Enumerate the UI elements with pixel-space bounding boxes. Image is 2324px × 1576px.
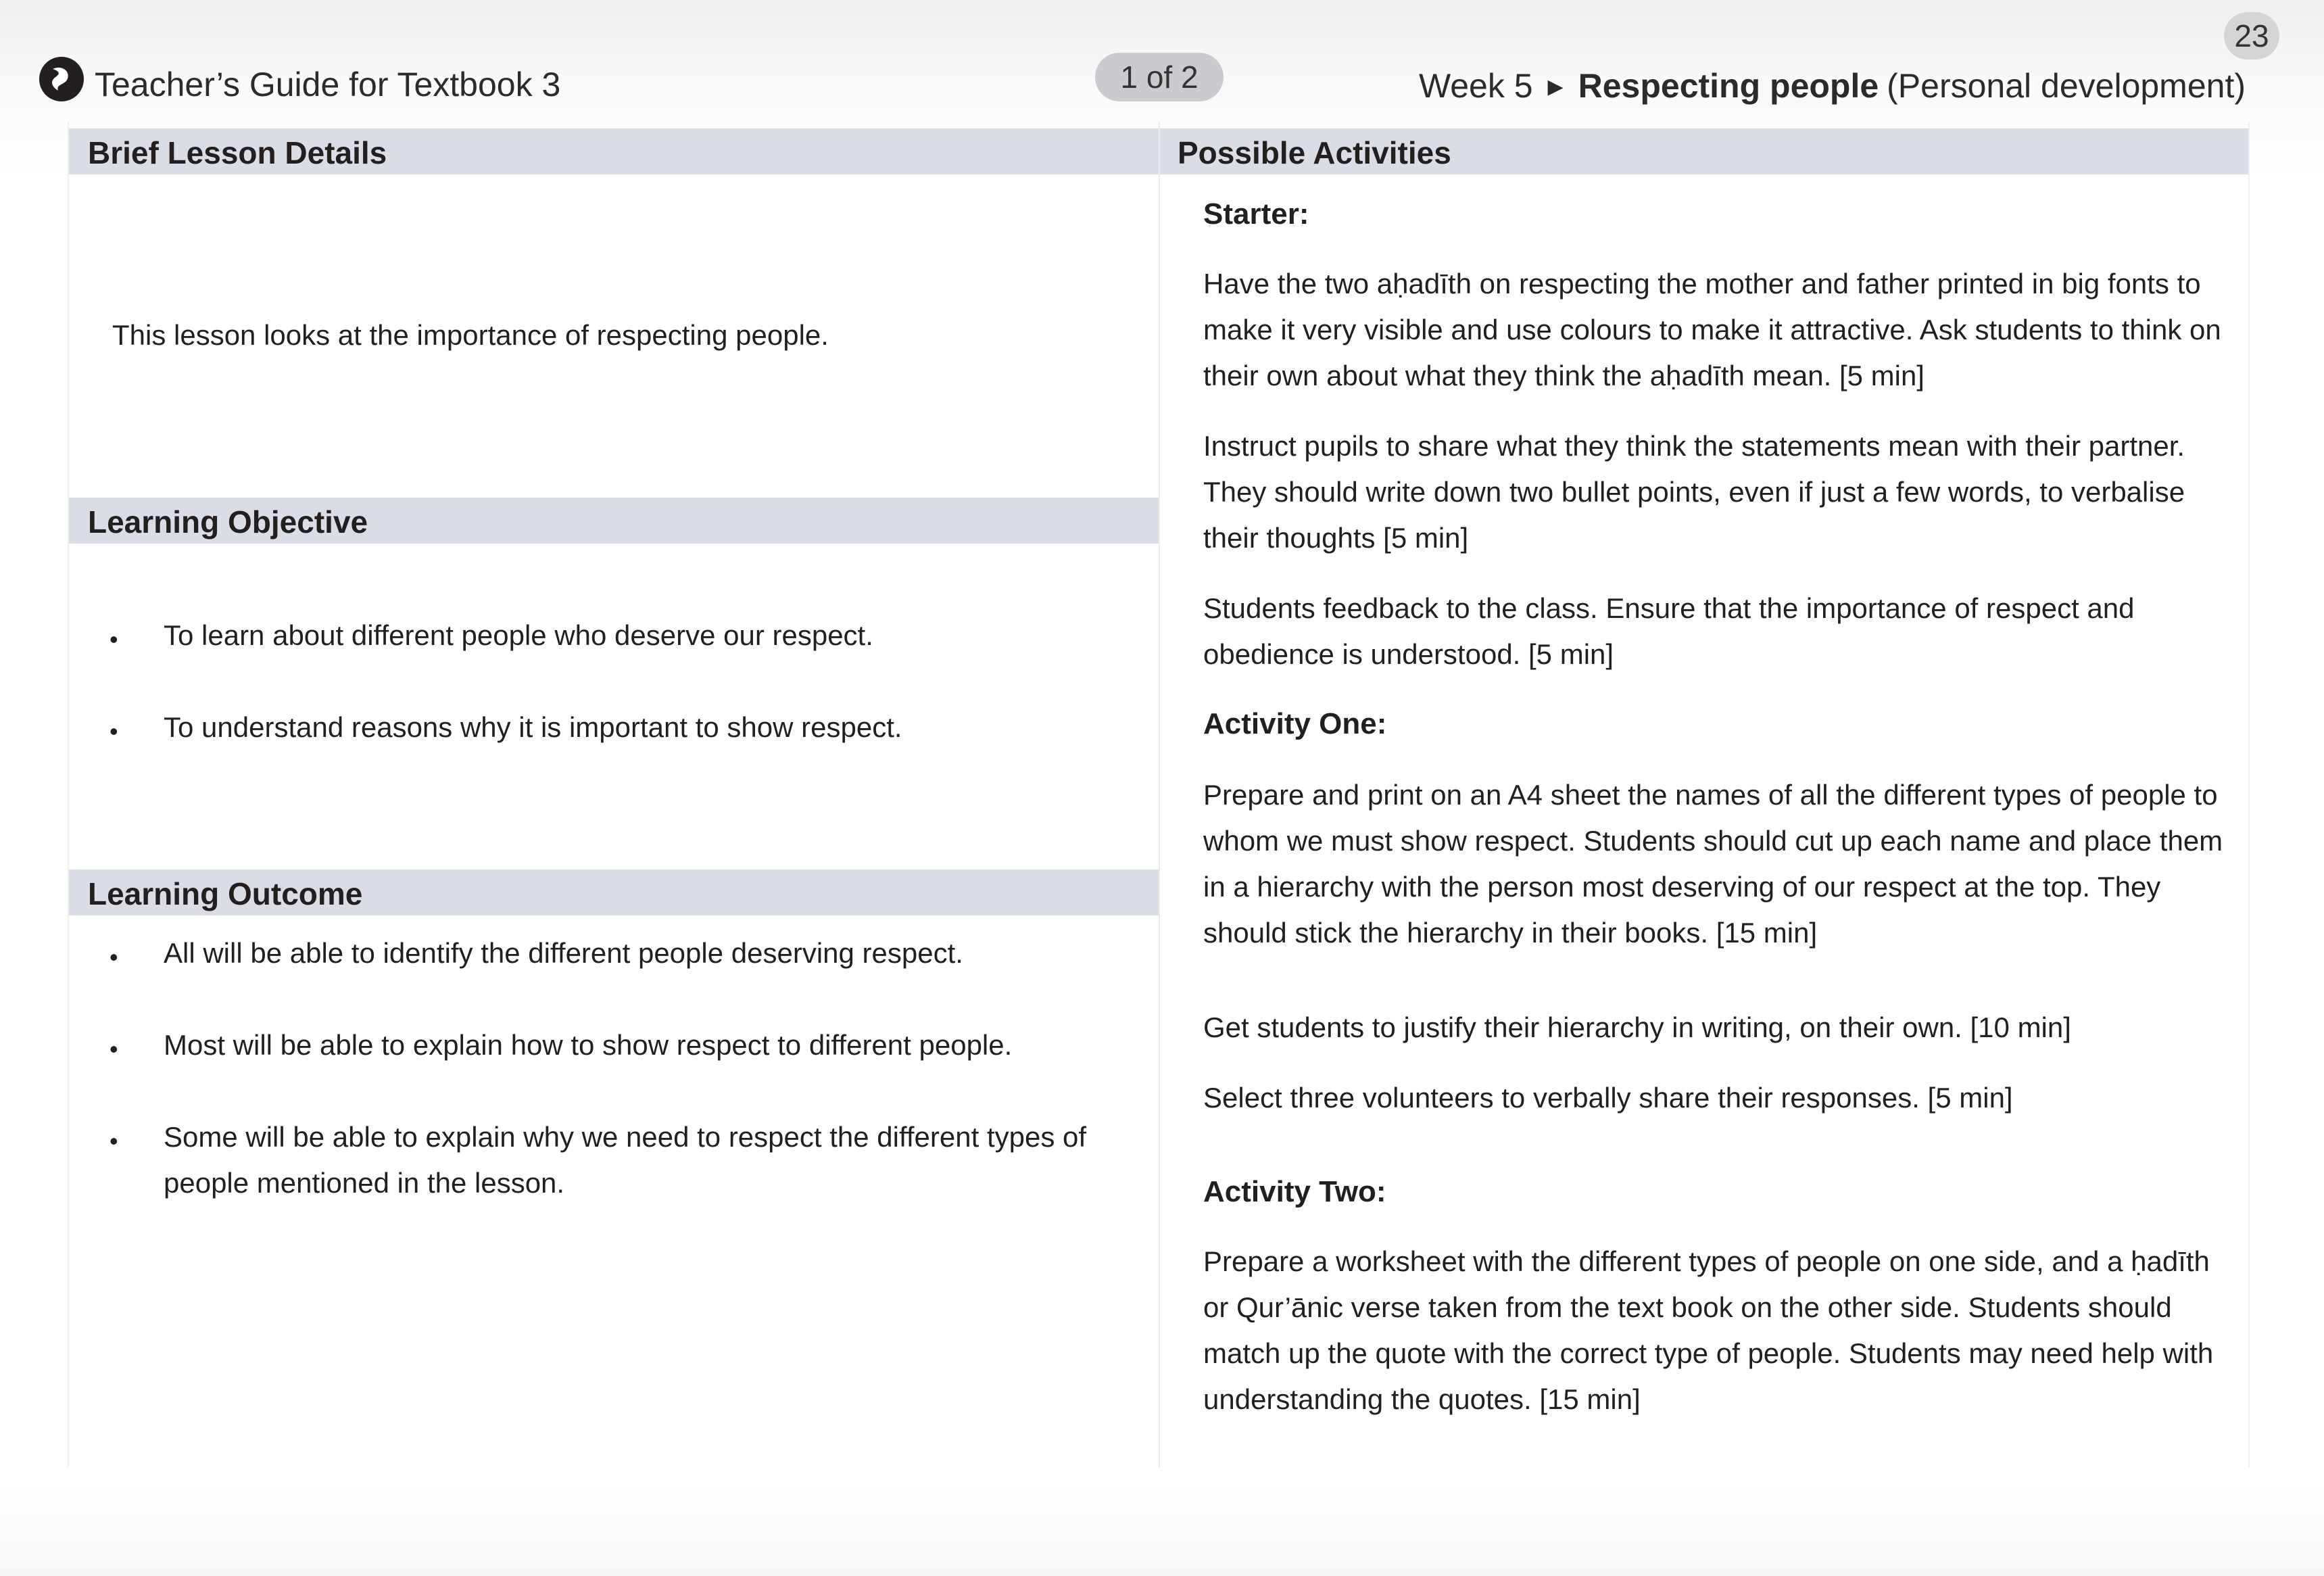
list-item: • To learn about different people who deserve our respect. — [110, 613, 1123, 659]
list-item: • To understand reasons why it is important to show respect. — [110, 705, 1123, 750]
list-item: • Some will be able to explain why we need to respect the different types of people mentioned in the lesson. — [110, 1114, 1164, 1206]
breadcrumb-week: Week 5 — [1418, 67, 1533, 105]
page-indicator: 1 of 2 — [1095, 53, 1224, 101]
triangle-right-icon: ▶ — [1547, 76, 1564, 98]
starter-heading: Starter: — [1203, 197, 1309, 231]
breadcrumb-lesson-title: Respecting people — [1578, 67, 1879, 105]
starter-paragraph-1: Have the two aḥadīth on respecting the mother and father printed in big fonts to make it very visible and use colours to make it attractive. Ask students to think on their own about what they think the aḥadīth mean. [5 min] — [1203, 268, 2221, 391]
outcome-list — [110, 930, 1164, 1206]
publisher-logo-icon — [38, 55, 85, 103]
guide-title: Teacher’s Guide for Textbook 3 — [95, 66, 561, 103]
activity-one-paragraph-2: Get students to justify their hierarchy in writing, on their own. [10 min] — [1203, 1011, 2071, 1043]
right-column — [1160, 122, 2250, 1467]
list-item: • All will be able to identify the different people deserving respect. — [110, 930, 1164, 976]
brief-lesson-text: This lesson looks at the importance of respecting people. — [112, 319, 829, 351]
breadcrumb — [1419, 66, 2246, 105]
breadcrumb-lesson-category: (Personal development) — [1887, 67, 2246, 105]
possible-activities-heading: Possible Activities — [1160, 128, 2248, 174]
learning-outcome-heading: Learning Outcome — [69, 869, 1159, 915]
activity-two-heading: Activity Two: — [1203, 1175, 1386, 1208]
activity-two-paragraph-1: Prepare a worksheet with the different types of people on one side, and a ḥadīth or Qur’ānic verse taken from the text book on the other side. Students should match up the quote with the correct type of people. Students may need help with understanding the quotes. [15 min] — [1203, 1245, 2214, 1415]
objective-list — [110, 613, 1123, 750]
left-column — [68, 122, 1160, 1467]
starter-paragraph-2: Instruct pupils to share what they think the statements mean with their partner. They should write down two bullet points, even if just a few words, to verbalise their thoughts [5 min] — [1203, 430, 2185, 554]
learning-objective-heading: Learning Objective — [69, 498, 1159, 544]
activity-one-paragraph-1: Prepare and print on an A4 sheet the names of all the different types of people to whom we must show respect. Students should cut up each name and place them in a hierarchy with the person most deserving of our respect at the top. They should stick the hierarchy in their books. [15 min] — [1203, 779, 2223, 949]
brief-lesson-details-heading: Brief Lesson Details — [69, 128, 1159, 174]
starter-paragraph-3: Students feedback to the class. Ensure that the importance of respect and obedience is understood. [5 min] — [1203, 592, 2135, 670]
activity-one-paragraph-3: Select three volunteers to verbally share their responses. [5 min] — [1203, 1082, 2013, 1114]
list-item: • Most will be able to explain how to show respect to different people. — [110, 1022, 1164, 1068]
activity-one-heading: Activity One: — [1203, 707, 1387, 740]
page-number: 23 — [2224, 12, 2279, 59]
